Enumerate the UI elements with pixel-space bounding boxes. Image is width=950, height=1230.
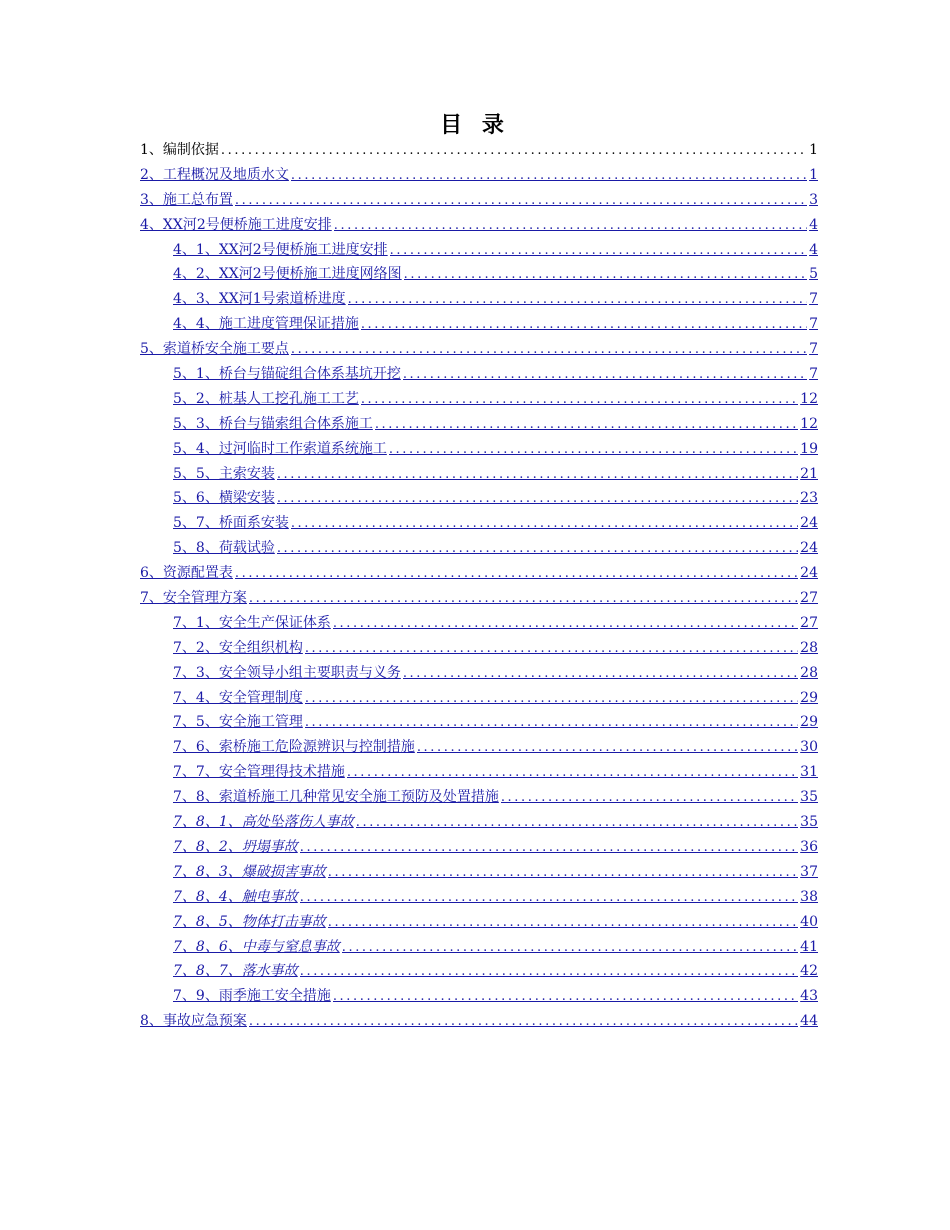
table-of-contents xyxy=(140,138,818,1034)
toc-entry[interactable] xyxy=(140,835,818,860)
toc-leader-dots xyxy=(277,487,798,512)
toc-leader-dots xyxy=(501,786,798,811)
toc-entry-page-number: 41 xyxy=(800,938,818,955)
toc-leader-dots xyxy=(348,288,807,313)
toc-leader-dots xyxy=(390,239,807,264)
toc-entry-page-number: 24 xyxy=(800,540,818,557)
toc-leader-dots xyxy=(404,263,807,288)
toc-entry-page-number: 12 xyxy=(800,415,818,432)
toc-entry[interactable] xyxy=(140,860,818,885)
toc-entry-page-number: 38 xyxy=(800,888,818,905)
toc-entry-title: 7、7、安全管理得技术措施 xyxy=(173,764,345,781)
toc-entry-title: 5、7、桥面系安装 xyxy=(173,515,289,532)
toc-entry-title: 4、2、XX河2号便桥施工进度网络图 xyxy=(173,266,402,283)
toc-entry-title: 4、XX河2号便桥施工进度安排 xyxy=(140,216,332,233)
toc-entry-title: 5、索道桥安全施工要点 xyxy=(140,341,289,358)
toc-entry-page-number: 36 xyxy=(800,838,818,855)
toc-entry-title: 4、4、施工进度管理保证措施 xyxy=(173,316,359,333)
toc-entry-title: 7、2、安全组织机构 xyxy=(173,639,303,656)
toc-entry-page-number: 42 xyxy=(800,963,818,980)
toc-entry-page-number: 24 xyxy=(800,565,818,582)
page-title: 目 录 xyxy=(440,113,510,138)
toc-leader-dots xyxy=(305,637,798,662)
toc-entry-title: 8、事故应急预案 xyxy=(140,1013,247,1030)
toc-entry[interactable] xyxy=(140,287,818,312)
toc-entry-page-number: 31 xyxy=(800,764,818,781)
toc-entry[interactable] xyxy=(140,561,818,586)
toc-entry-title: 7、9、雨季施工安全措施 xyxy=(173,988,331,1005)
toc-leader-dots xyxy=(291,164,807,189)
toc-entry-page-number: 7 xyxy=(809,291,818,308)
toc-entry-page-number: 28 xyxy=(800,639,818,656)
toc-leader-dots xyxy=(342,936,798,961)
toc-leader-dots xyxy=(235,562,798,587)
toc-entry-page-number: 23 xyxy=(800,490,818,507)
toc-entry-title: 7、8、1、高处坠落伤人事故 xyxy=(173,814,354,831)
toc-leader-dots xyxy=(389,438,798,463)
toc-entry-title: 7、1、安全生产保证体系 xyxy=(173,614,331,631)
toc-entry-title: 5、2、桩基人工挖孔施工工艺 xyxy=(173,390,359,407)
toc-entry-page-number: 19 xyxy=(800,440,818,457)
toc-leader-dots xyxy=(277,463,798,488)
toc-leader-dots xyxy=(375,413,798,438)
toc-leader-dots xyxy=(328,861,798,886)
toc-entry[interactable] xyxy=(140,586,818,611)
toc-entry[interactable] xyxy=(140,213,818,238)
toc-entry[interactable] xyxy=(140,1009,818,1034)
toc-entry[interactable] xyxy=(140,885,818,910)
toc-entry[interactable] xyxy=(140,910,818,935)
toc-entry-title: 7、3、安全领导小组主要职责与义务 xyxy=(173,664,401,681)
toc-leader-dots xyxy=(361,313,807,338)
toc-entry-title: 5、4、过河临时工作索道系统施工 xyxy=(173,440,387,457)
toc-entry[interactable] xyxy=(140,262,818,287)
toc-leader-dots xyxy=(356,811,798,836)
toc-entry[interactable] xyxy=(140,810,818,835)
toc-entry-page-number: 43 xyxy=(800,988,818,1005)
toc-leader-dots xyxy=(347,761,798,786)
toc-entry-title: 7、8、索道桥施工几种常见安全施工预防及处置措施 xyxy=(173,789,499,806)
toc-entry[interactable] xyxy=(140,636,818,661)
toc-entry[interactable] xyxy=(140,686,818,711)
toc-entry[interactable] xyxy=(140,387,818,412)
toc-entry-title: 5、3、桥台与锚索组合体系施工 xyxy=(173,415,373,432)
toc-leader-dots xyxy=(361,388,798,413)
toc-entry-page-number: 7 xyxy=(809,341,818,358)
toc-entry[interactable] xyxy=(140,238,818,263)
toc-entry-page-number: 40 xyxy=(800,913,818,930)
toc-leader-dots xyxy=(249,587,798,612)
toc-leader-dots xyxy=(291,338,807,363)
toc-entry-page-number: 12 xyxy=(800,390,818,407)
toc-entry-page-number: 27 xyxy=(800,614,818,631)
toc-entry-title: 7、8、5、物体打击事故 xyxy=(173,913,326,930)
toc-entry[interactable] xyxy=(140,959,818,984)
toc-entry-page-number: 7 xyxy=(809,316,818,333)
toc-leader-dots xyxy=(221,139,807,164)
toc-entry-title: 6、资源配置表 xyxy=(140,565,233,582)
toc-entry-title: 5、1、桥台与锚碇组合体系基坑开挖 xyxy=(173,366,401,383)
toc-leader-dots xyxy=(249,1010,798,1035)
toc-entry-title: 7、5、安全施工管理 xyxy=(173,714,303,731)
toc-entry[interactable] xyxy=(140,511,818,536)
toc-entry[interactable] xyxy=(140,760,818,785)
toc-entry-title: 7、8、3、爆破损害事故 xyxy=(173,863,326,880)
toc-entry-page-number: 35 xyxy=(800,789,818,806)
toc-entry-title: 2、工程概况及地质水文 xyxy=(140,166,289,183)
toc-entry-page-number: 30 xyxy=(800,739,818,756)
toc-entry-page-number: 4 xyxy=(809,241,818,258)
toc-entry-title: 3、施工总布置 xyxy=(140,191,233,208)
toc-leader-dots xyxy=(300,886,798,911)
toc-entry[interactable] xyxy=(140,611,818,636)
toc-entry-page-number: 3 xyxy=(809,191,818,208)
toc-entry-page-number: 27 xyxy=(800,590,818,607)
toc-leader-dots xyxy=(277,537,798,562)
toc-entry[interactable] xyxy=(140,362,818,387)
toc-entry-title: 7、8、6、中毒与窒息事故 xyxy=(173,938,340,955)
toc-entry-page-number: 29 xyxy=(800,714,818,731)
toc-entry-title: 5、8、荷载试验 xyxy=(173,540,275,557)
toc-entry-title: 5、6、横梁安装 xyxy=(173,490,275,507)
toc-entry[interactable] xyxy=(140,661,818,686)
toc-entry-page-number: 7 xyxy=(809,366,818,383)
toc-leader-dots xyxy=(334,214,807,239)
toc-entry[interactable] xyxy=(140,462,818,487)
toc-entry-title: 7、8、4、触电事故 xyxy=(173,888,298,905)
toc-leader-dots xyxy=(417,736,798,761)
toc-entry-title: 7、8、7、落水事故 xyxy=(173,963,298,980)
toc-entry[interactable] xyxy=(140,536,818,561)
toc-entry[interactable] xyxy=(140,312,818,337)
toc-entry-page-number: 4 xyxy=(809,216,818,233)
toc-entry-page-number: 24 xyxy=(800,515,818,532)
toc-entry-page-number: 1 xyxy=(809,142,818,158)
toc-leader-dots xyxy=(291,512,798,537)
toc-leader-dots xyxy=(403,662,798,687)
toc-leader-dots xyxy=(328,911,798,936)
toc-leader-dots xyxy=(305,687,798,712)
toc-entry-title: 1、编制依据 xyxy=(140,142,219,158)
toc-entry[interactable] xyxy=(140,486,818,511)
toc-entry-title: 7、4、安全管理制度 xyxy=(173,689,303,706)
toc-entry[interactable] xyxy=(140,188,818,213)
toc-leader-dots xyxy=(403,363,807,388)
toc-leader-dots xyxy=(333,985,798,1010)
toc-entry-page-number: 29 xyxy=(800,689,818,706)
toc-entry-page-number: 35 xyxy=(800,814,818,831)
toc-entry[interactable] xyxy=(140,163,818,188)
toc-entry-page-number: 5 xyxy=(809,266,818,283)
toc-leader-dots xyxy=(300,960,798,985)
toc-entry-title: 7、安全管理方案 xyxy=(140,590,247,607)
toc-entry-title: 4、1、XX河2号便桥施工进度安排 xyxy=(173,241,388,258)
toc-leader-dots xyxy=(305,711,798,736)
toc-entry-page-number: 1 xyxy=(809,166,818,183)
toc-entry-page-number: 21 xyxy=(800,465,818,482)
toc-entry[interactable] xyxy=(140,785,818,810)
toc-entry xyxy=(140,138,818,163)
toc-entry[interactable] xyxy=(140,984,818,1009)
toc-entry[interactable] xyxy=(140,337,818,362)
toc-entry-title: 4、3、XX河1号索道桥进度 xyxy=(173,291,346,308)
toc-entry[interactable] xyxy=(140,437,818,462)
toc-leader-dots xyxy=(333,612,798,637)
toc-leader-dots xyxy=(235,189,807,214)
toc-entry[interactable] xyxy=(140,935,818,960)
toc-entry-page-number: 37 xyxy=(800,863,818,880)
toc-leader-dots xyxy=(300,836,798,861)
toc-entry-title: 7、8、2、坍塌事故 xyxy=(173,838,298,855)
toc-entry[interactable] xyxy=(140,735,818,760)
toc-entry[interactable] xyxy=(140,710,818,735)
toc-entry[interactable] xyxy=(140,412,818,437)
toc-entry-title: 7、6、索桥施工危险源辨识与控制措施 xyxy=(173,739,415,756)
toc-entry-page-number: 44 xyxy=(800,1013,818,1030)
toc-entry-page-number: 28 xyxy=(800,664,818,681)
toc-entry-title: 5、5、主索安装 xyxy=(173,465,275,482)
